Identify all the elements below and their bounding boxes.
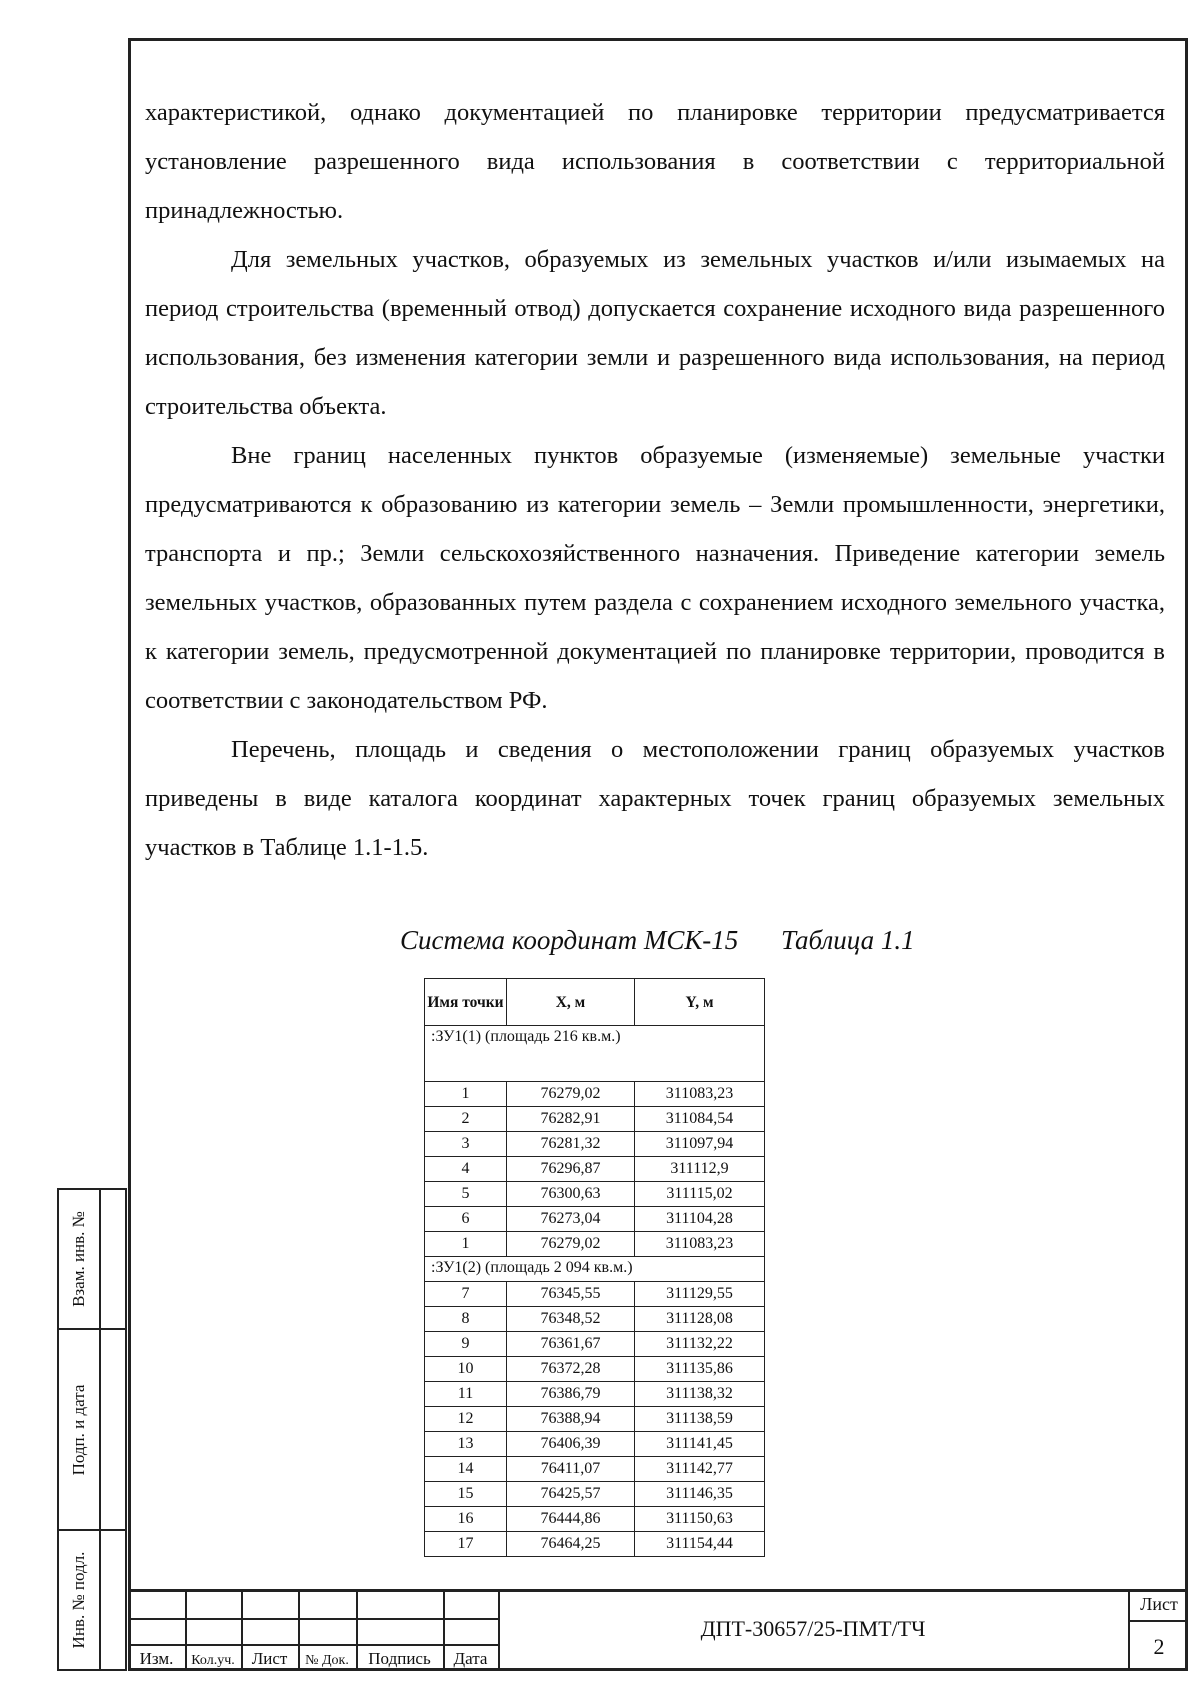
point-name-cell: 3 xyxy=(425,1132,507,1157)
stamp-col-data: Дата xyxy=(453,1649,488,1668)
stamp-col-doc: № Док. xyxy=(305,1653,349,1668)
y-cell: 311104,28 xyxy=(635,1207,765,1232)
y-cell: 311128,08 xyxy=(635,1307,765,1332)
x-cell: 76348,52 xyxy=(507,1307,635,1332)
table-header-row xyxy=(425,979,765,1026)
x-cell: 76296,87 xyxy=(507,1157,635,1182)
y-cell: 311150,63 xyxy=(635,1507,765,1532)
x-cell: 76444,86 xyxy=(507,1507,635,1532)
table-row xyxy=(425,1507,765,1532)
x-cell: 76282,91 xyxy=(507,1107,635,1132)
y-cell: 311083,23 xyxy=(635,1232,765,1257)
x-cell: 76279,02 xyxy=(507,1232,635,1257)
x-cell: 76464,25 xyxy=(507,1532,635,1557)
y-cell: 311097,94 xyxy=(635,1132,765,1157)
table-row xyxy=(425,1457,765,1482)
point-name-cell: 14 xyxy=(425,1457,507,1482)
point-name-cell: 9 xyxy=(425,1332,507,1357)
table-row xyxy=(425,1532,765,1557)
point-name-cell: 10 xyxy=(425,1357,507,1382)
stamp-col-kol: Кол.уч. xyxy=(191,1653,235,1668)
point-name-cell: 4 xyxy=(425,1157,507,1182)
x-cell: 76372,28 xyxy=(507,1357,635,1382)
point-name-cell: 15 xyxy=(425,1482,507,1507)
group-header-row xyxy=(425,1257,765,1282)
y-cell: 311129,55 xyxy=(635,1282,765,1307)
group-header-row xyxy=(425,1026,765,1082)
table-number-label: Таблица 1.1 xyxy=(781,925,915,955)
document-code: ДПТ-30657/25-ПМТ/ТЧ xyxy=(700,1616,926,1641)
point-name-cell: 7 xyxy=(425,1282,507,1307)
table-caption xyxy=(400,925,1000,956)
table-row xyxy=(425,1332,765,1357)
table-row xyxy=(425,1207,765,1232)
side-stamp-label: Взам. инв. № xyxy=(69,1211,88,1307)
paragraph: характеристикой, однако документацией по планировке территории предусматривается установление разрешенного вида использования в соответствии с территориальной принадлежностью. xyxy=(145,99,1165,224)
y-cell: 311135,86 xyxy=(635,1357,765,1382)
paragraph: Перечень, площадь и сведения о местоположении границ образуемых участков приведены в виде каталога координат характерных точек границ образуемых земельных участков в Таблице 1.1-1.5. xyxy=(145,736,1165,861)
table-row xyxy=(425,1107,765,1132)
y-cell: 311112,9 xyxy=(635,1157,765,1182)
coordinate-system-label: Система координат МСК-15 xyxy=(400,925,739,955)
point-name-cell: 11 xyxy=(425,1382,507,1407)
y-cell: 311141,45 xyxy=(635,1432,765,1457)
stamp-col-list: Лист xyxy=(251,1649,288,1668)
sheet-label: Лист xyxy=(1140,1594,1178,1614)
table-row xyxy=(425,1482,765,1507)
side-stamp-label: Инв. № подл. xyxy=(69,1551,88,1649)
header-y: Y, м xyxy=(635,979,765,1026)
table-row xyxy=(425,1357,765,1382)
x-cell: 76411,07 xyxy=(507,1457,635,1482)
header-point-name: Имя точки xyxy=(425,979,507,1026)
x-cell: 76300,63 xyxy=(507,1182,635,1207)
point-name-cell: 13 xyxy=(425,1432,507,1457)
point-name-cell: 1 xyxy=(425,1232,507,1257)
paragraph: Вне границ населенных пунктов образуемые (изменяемые) земельные участки предусматриваются к образованию из категории земель – Земли промышленности, энергетики, транспорта и пр.; Земли сельскохозяйственного назначения. Приведение категории земель земельных участков, образованных путем раздела с сохранением исходного земельного участка, к категории земель, предусмотренной документацией по планировке территории, проводится в соответствии с законодательством РФ. xyxy=(145,442,1165,714)
point-name-cell: 5 xyxy=(425,1182,507,1207)
table-row xyxy=(425,1232,765,1257)
y-cell: 311132,22 xyxy=(635,1332,765,1357)
x-cell: 76425,57 xyxy=(507,1482,635,1507)
point-name-cell: 16 xyxy=(425,1507,507,1532)
x-cell: 76361,67 xyxy=(507,1332,635,1357)
x-cell: 76406,39 xyxy=(507,1432,635,1457)
paragraph: Для земельных участков, образуемых из земельных участков и/или изымаемых на период строительства (временный отвод) допускается сохранение исходного вида разрешенного использования, без изменения категории земли и разрешенного вида использования, на период строительства объекта. xyxy=(145,246,1165,420)
table-row xyxy=(425,1182,765,1207)
side-stamp-label: Подп. и дата xyxy=(69,1384,88,1475)
y-cell: 311154,44 xyxy=(635,1532,765,1557)
point-name-cell: 2 xyxy=(425,1107,507,1132)
point-name-cell: 17 xyxy=(425,1532,507,1557)
group-label: :ЗУ1(2) (площадь 2 094 кв.м.) xyxy=(425,1257,765,1282)
x-cell: 76388,94 xyxy=(507,1407,635,1432)
y-cell: 311146,35 xyxy=(635,1482,765,1507)
header-x: X, м xyxy=(507,979,635,1026)
y-cell: 311142,77 xyxy=(635,1457,765,1482)
stamp-col-izm: Изм. xyxy=(139,1649,174,1668)
y-cell: 311138,32 xyxy=(635,1382,765,1407)
sheet-number: 2 xyxy=(1153,1634,1165,1659)
stamp-col-podpis: Подпись xyxy=(368,1649,431,1668)
group-label: :ЗУ1(1) (площадь 216 кв.м.) xyxy=(425,1026,765,1082)
side-stamp-vzam xyxy=(57,1188,127,1330)
y-cell: 311115,02 xyxy=(635,1182,765,1207)
point-name-cell: 1 xyxy=(425,1082,507,1107)
x-cell: 76345,55 xyxy=(507,1282,635,1307)
table-row xyxy=(425,1132,765,1157)
table-row xyxy=(425,1157,765,1182)
table-row xyxy=(425,1382,765,1407)
point-name-cell: 6 xyxy=(425,1207,507,1232)
side-stamp-podp xyxy=(57,1328,127,1531)
side-stamp-inv xyxy=(57,1529,127,1671)
y-cell: 311138,59 xyxy=(635,1407,765,1432)
body-text xyxy=(145,88,1165,872)
table-row xyxy=(425,1082,765,1107)
coordinates-table xyxy=(424,978,765,1557)
table-row xyxy=(425,1307,765,1332)
x-cell: 76273,04 xyxy=(507,1207,635,1232)
table-row xyxy=(425,1282,765,1307)
x-cell: 76279,02 xyxy=(507,1082,635,1107)
title-block xyxy=(128,1589,1188,1671)
table-row xyxy=(425,1432,765,1457)
point-name-cell: 8 xyxy=(425,1307,507,1332)
y-cell: 311083,23 xyxy=(635,1082,765,1107)
x-cell: 76281,32 xyxy=(507,1132,635,1157)
x-cell: 76386,79 xyxy=(507,1382,635,1407)
table-row xyxy=(425,1407,765,1432)
point-name-cell: 12 xyxy=(425,1407,507,1432)
y-cell: 311084,54 xyxy=(635,1107,765,1132)
